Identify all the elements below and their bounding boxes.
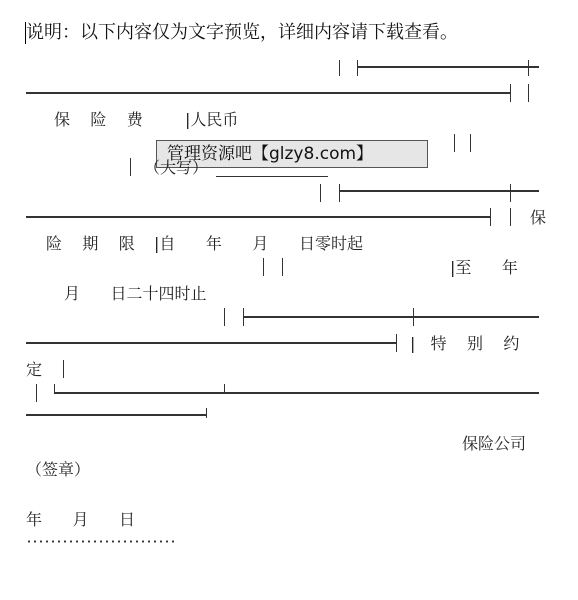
premium-label: 保 险 费 xyxy=(54,110,143,129)
underline xyxy=(26,342,396,344)
seal-label: （签章） xyxy=(26,460,91,479)
rule-mark xyxy=(224,308,225,326)
underline xyxy=(216,176,328,177)
rule-mark xyxy=(528,84,529,102)
term-to: |至 年 xyxy=(450,258,518,277)
underline xyxy=(54,392,539,394)
rule-mark xyxy=(490,208,491,226)
term-label-first-char: 保 xyxy=(530,208,547,227)
rule-mark xyxy=(528,60,529,76)
insurer-label: 保险公司 xyxy=(462,434,527,453)
rule-mark xyxy=(510,84,511,102)
rule-mark xyxy=(130,158,131,176)
rule-mark xyxy=(36,384,37,402)
rule-mark xyxy=(224,384,225,394)
date-label: 年 月 日 xyxy=(26,510,136,529)
in-words-label: （大写） xyxy=(144,158,209,177)
rule-mark xyxy=(357,60,358,76)
notice-text: 说明：以下内容仅为文字预览，详细内容请下载查看。 xyxy=(26,22,458,43)
rule-mark xyxy=(282,258,283,276)
rule-mark xyxy=(413,308,414,326)
rule-mark xyxy=(206,408,207,418)
rule-mark xyxy=(339,184,340,202)
rule-mark xyxy=(510,184,511,202)
term-label: 险 期 限 xyxy=(46,234,135,253)
underline xyxy=(26,216,490,218)
underline xyxy=(26,92,510,94)
rule-mark xyxy=(396,334,397,352)
watermark-text: 管理资源吧【glzy8.com】 xyxy=(167,144,374,164)
special-terms-label-end: 定 xyxy=(26,360,43,379)
term-to-end: 月 日二十四时止 xyxy=(64,284,207,303)
rule-mark xyxy=(510,208,511,226)
underline xyxy=(357,66,539,68)
special-terms-label: | 特 别 约 xyxy=(410,334,520,353)
underline xyxy=(26,414,206,416)
underline xyxy=(339,190,539,192)
rule-mark xyxy=(454,134,455,152)
rule-mark xyxy=(263,258,264,276)
dotted-line xyxy=(26,540,176,543)
term-from: |自 年 月 日零时起 xyxy=(154,234,363,253)
currency-label: |人民币 xyxy=(185,110,239,129)
underline xyxy=(243,316,539,318)
rule-mark xyxy=(470,134,471,152)
rule-mark xyxy=(63,360,64,378)
rule-mark xyxy=(339,60,340,76)
rule-mark xyxy=(320,184,321,202)
